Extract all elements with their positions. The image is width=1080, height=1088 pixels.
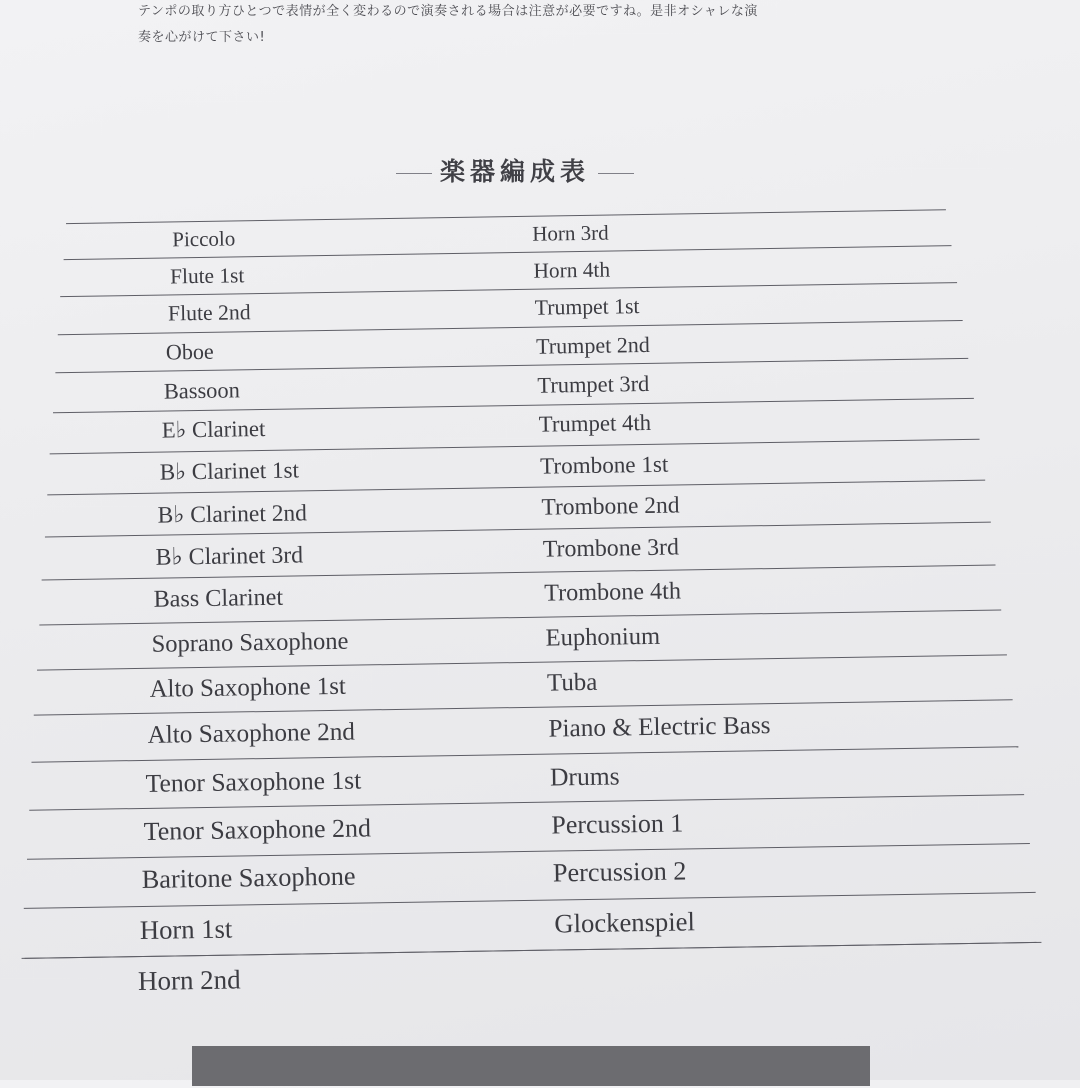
instrument-right: Trumpet 2nd xyxy=(535,331,651,359)
instrument-right: Drums xyxy=(549,761,620,792)
instrument-left: Soprano Saxophone xyxy=(151,627,349,658)
instrument-right: Trombone 2nd xyxy=(541,491,680,521)
intro-line-1: テンポの取り方ひとつで表情が全く変わるので演奏される場合は注意が必要ですね。是非オシャレな演 xyxy=(138,4,758,19)
bottom-bar xyxy=(192,1046,870,1086)
instrument-right: Glockenspiel xyxy=(554,906,696,939)
instrument-right: Trumpet 3rd xyxy=(537,370,650,398)
instrument-right: Horn 3rd xyxy=(532,221,609,247)
instrument-right: Trombone 1st xyxy=(539,450,669,479)
instrument-left: Bassoon xyxy=(163,376,240,404)
instrument-left: Horn 1st xyxy=(139,913,233,946)
instrument-right: Horn 4th xyxy=(533,257,611,283)
instrument-left: B♭ Clarinet 2nd xyxy=(157,499,308,529)
instrument-left: Piccolo xyxy=(172,226,236,252)
row-divider xyxy=(66,209,946,224)
instrument-right: Piano & Electric Bass xyxy=(548,711,771,743)
instrument-left: B♭ Clarinet 1st xyxy=(159,456,300,485)
instrument-left: B♭ Clarinet 3rd xyxy=(155,542,304,571)
instrument-left: E♭ Clarinet xyxy=(161,416,266,443)
instrument-left: Baritone Saxophone xyxy=(141,862,356,895)
instrument-left: Flute 1st xyxy=(169,262,245,289)
instrument-left: Tenor Saxophone 1st xyxy=(145,765,362,798)
instrument-right: Trumpet 4th xyxy=(538,410,652,437)
instrument-right: Trumpet 1st xyxy=(534,293,640,320)
instrument-left: Oboe xyxy=(165,338,214,365)
instrument-left: Alto Saxophone 1st xyxy=(149,672,347,703)
instrument-right: Trombone 3rd xyxy=(542,534,680,563)
instrument-right: Tuba xyxy=(546,668,598,697)
instrument-left: Flute 2nd xyxy=(167,299,251,326)
instrument-left: Tenor Saxophone 2nd xyxy=(143,813,372,846)
instrument-right: Trombone 4th xyxy=(544,577,682,607)
section-title-text: 楽器編成表 xyxy=(439,157,590,186)
instrument-left: Alto Saxophone 2nd xyxy=(147,718,356,749)
intro-line-2: 奏を心がけて下さい! xyxy=(138,30,266,45)
instrument-left: Bass Clarinet xyxy=(153,584,284,614)
instrument-left: Horn 2nd xyxy=(137,964,241,996)
instrument-right: Euphonium xyxy=(545,622,661,652)
instrument-right: Percussion 2 xyxy=(552,856,687,888)
instrument-right: Percussion 1 xyxy=(551,808,684,840)
